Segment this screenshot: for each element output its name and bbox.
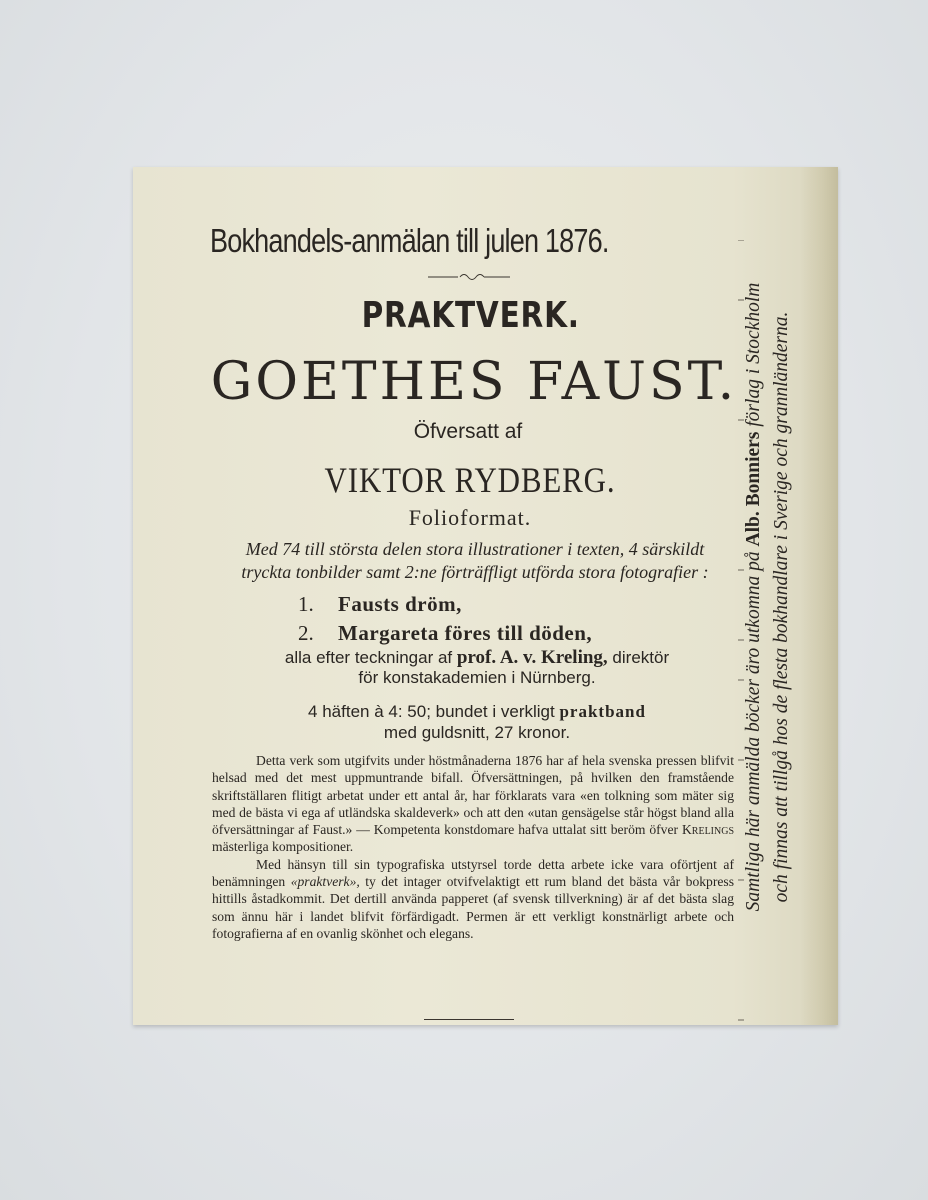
artist-title: direktör (612, 648, 670, 667)
closing-rule (424, 1019, 514, 1020)
translator-name: VIKTOR RYDBERG. (324, 460, 616, 500)
margin-tick-marks (738, 240, 744, 1030)
description-line: Med 74 till största delen stora illustrationer i texten, 4 särskildt (245, 539, 705, 559)
paragraph (212, 856, 734, 942)
artist-name: prof. A. v. Kreling, (456, 647, 608, 668)
paragraph-text: ty det intager otvifvelaktigt ett rum bland det bästa vår bokpress hittills åstadkommit. Det dertill använda papperet (af svensk tillverkning) är af det bästa slag som ännu här i landet blifvit förfärdigadt. Permen är ett verkligt konstnärligt arbete och fotografierna af en ovanlig skönhet och elegans. (212, 874, 734, 941)
category-title: PRAKTVERK. (361, 295, 580, 336)
artist-reference: Krelings (681, 822, 735, 838)
body-text (212, 752, 734, 942)
price-line: med guldsnitt, 27 kronor. (383, 723, 571, 742)
ornament-divider (426, 272, 512, 282)
plate-number: 1. (298, 592, 314, 616)
publisher-name: Alb. Bonniers (743, 431, 764, 547)
binding-label: praktband (559, 702, 646, 721)
side-note-line (743, 197, 765, 997)
artist-academy: för konstakademien i Nürnberg. (358, 668, 596, 687)
artist-credit-prefix: alla efter teckningar af (284, 648, 453, 667)
list-item (298, 619, 738, 648)
side-note-line: och finnas att tillgå hos de flesta bokhandlare i Sverige och grannländerna. (771, 311, 792, 903)
artist-credit-line (212, 648, 742, 668)
plate-title: Fausts dröm, (338, 592, 462, 616)
artist-credit (212, 648, 742, 688)
format-label: Folioformat. (408, 505, 532, 530)
price-line (212, 701, 742, 722)
list-item (298, 590, 738, 619)
paragraph (212, 752, 734, 856)
announcement-heading: Bokhandels-anmälan till julen 1876. (210, 222, 609, 259)
paragraph-text: mästerliga kompositioner. (212, 839, 354, 855)
side-note-text: förlag i Stockholm (743, 282, 764, 427)
illustration-description (200, 538, 750, 584)
paragraph-text: Detta verk som utgifvits under höstmånaderna 1876 har af hela svenska pressen blifvit helsad med det mest uppmuntrande bifall. Öfversättningen, på hvilken den framstående skriftställaren flitigt arbetat under ett antal år, har förklarats vara «en tolkning som mäter sig med de bästa vi ega af utländska skaldeverk» och att den «utan gensägelse står högst bland alla öfversättningar af Faust.» — Kompetenta konstdomare hafva uttalat sitt beröm öfver (212, 753, 734, 838)
paragraph-text: Med hänsyn till sin typografiska utstyrsel torde detta arbete icke vara oförtjent af benämningen (212, 856, 734, 890)
plate-number: 2. (298, 621, 314, 645)
description-line: tryckta tonbilder samt 2:ne förträffligt utförda stora fotografier : (241, 562, 709, 582)
plate-title: Margareta föres till döden, (338, 621, 593, 645)
plate-list (298, 590, 738, 648)
side-note-text: Samtliga här anmälda böcker äro utkomna på (743, 551, 764, 912)
price-info (212, 701, 742, 743)
price-prefix: 4 häften à 4: 50; bundet i verkligt (308, 702, 555, 721)
translated-by-label: Öfversatt af (413, 420, 523, 443)
book-title: GOETHES FAUST. (210, 352, 738, 412)
quoted-term: «praktverk», (290, 874, 360, 890)
